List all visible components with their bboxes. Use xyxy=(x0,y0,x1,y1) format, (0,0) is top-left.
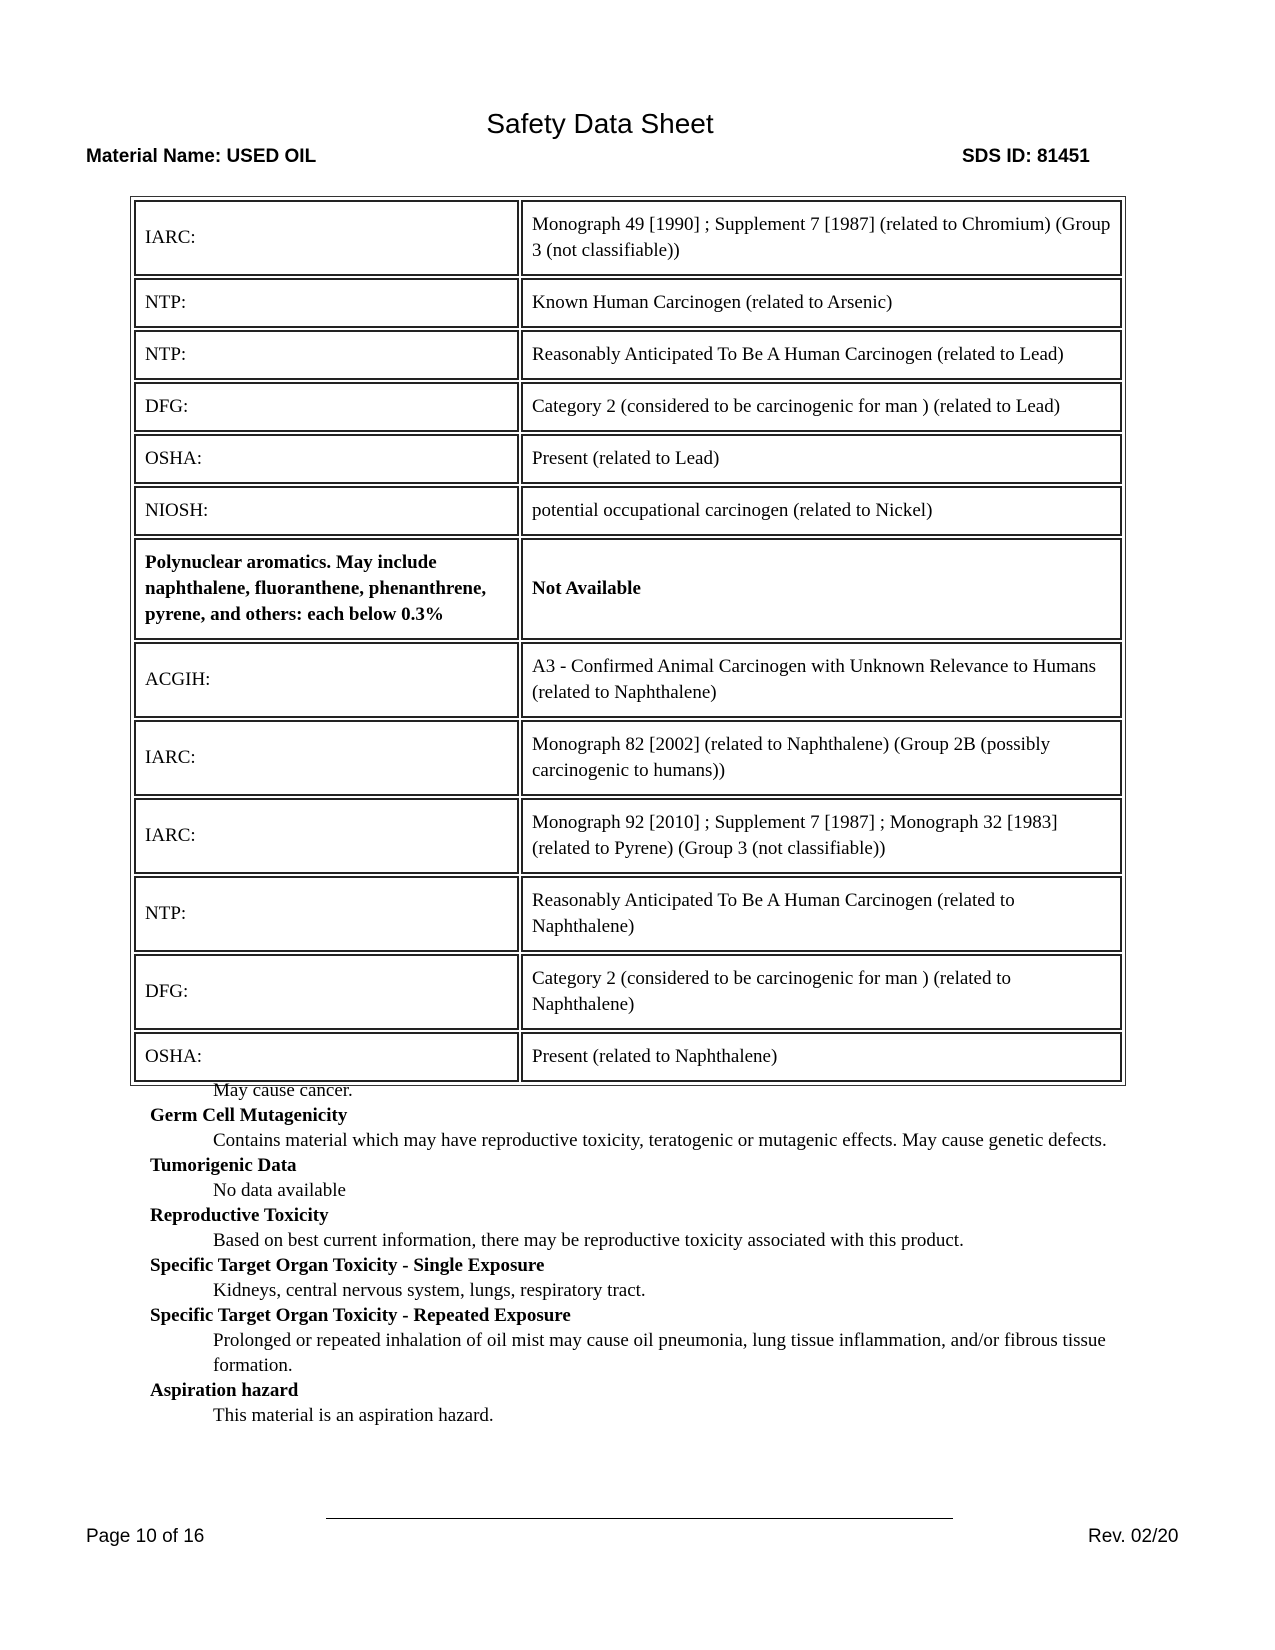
agency-cell: DFG: xyxy=(134,382,519,432)
table-row xyxy=(134,486,1122,536)
table-row xyxy=(134,954,1122,1030)
toxicity-list xyxy=(150,1103,1140,1428)
agency-cell: IARC: xyxy=(134,798,519,874)
footer-divider xyxy=(326,1518,953,1519)
section-heading: Aspiration hazard xyxy=(150,1380,299,1401)
table-row xyxy=(134,876,1122,952)
agency-cell: OSHA: xyxy=(134,1032,519,1082)
detail-cell: Category 2 (considered to be carcinogenic for man ) (related to Naphthalene) xyxy=(521,954,1122,1030)
section-body: Contains material which may have reproductive toxicity, teratogenic or mutagenic effects. May cause genetic defects. xyxy=(213,1130,1107,1151)
agency-cell: DFG: xyxy=(134,954,519,1030)
table-row xyxy=(134,538,1122,640)
agency-cell: Polynuclear aromatics. May include naphthalene, fluoranthene, phenanthrene, pyrene, and others: each below 0.3% xyxy=(134,538,519,640)
detail-cell: Known Human Carcinogen (related to Arsenic) xyxy=(521,278,1122,328)
table-row xyxy=(134,382,1122,432)
table-row xyxy=(134,1032,1122,1082)
detail-cell: Reasonably Anticipated To Be A Human Carcinogen (related to Naphthalene) xyxy=(521,876,1122,952)
carcinogenicity-summary: May cause cancer. xyxy=(213,1080,353,1101)
table-row xyxy=(134,720,1122,796)
section-body: Prolonged or repeated inhalation of oil mist may cause oil pneumonia, lung tissue inflammation, and/or fibrous tissue formation. xyxy=(213,1330,1106,1376)
table-row xyxy=(134,200,1122,276)
page-number: Page 10 of 16 xyxy=(86,1526,205,1547)
carcinogenicity-table xyxy=(130,196,1126,1086)
agency-cell: NTP: xyxy=(134,330,519,380)
agency-cell: ACGIH: xyxy=(134,642,519,718)
table-row xyxy=(134,434,1122,484)
agency-cell: IARC: xyxy=(134,720,519,796)
revision: Rev. 02/20 xyxy=(1088,1526,1179,1547)
material-name: Material Name: USED OIL xyxy=(86,146,317,167)
agency-cell: NTP: xyxy=(134,278,519,328)
section-body: Kidneys, central nervous system, lungs, respiratory tract. xyxy=(213,1280,646,1301)
table-row xyxy=(134,798,1122,874)
agency-cell: NIOSH: xyxy=(134,486,519,536)
table-row xyxy=(134,330,1122,380)
section-heading: Tumorigenic Data xyxy=(150,1155,297,1176)
section-heading: Reproductive Toxicity xyxy=(150,1205,329,1226)
detail-cell: Monograph 49 [1990] ; Supplement 7 [1987] (related to Chromium) (Group 3 (not classifiable)) xyxy=(521,200,1122,276)
agency-cell: IARC: xyxy=(134,200,519,276)
section-body: No data available xyxy=(213,1180,346,1201)
detail-cell: A3 - Confirmed Animal Carcinogen with Unknown Relevance to Humans (related to Naphthalene) xyxy=(521,642,1122,718)
sds-id: SDS ID: 81451 xyxy=(962,146,1090,167)
detail-cell: Present (related to Lead) xyxy=(521,434,1122,484)
detail-cell: Reasonably Anticipated To Be A Human Carcinogen (related to Lead) xyxy=(521,330,1122,380)
detail-cell: potential occupational carcinogen (related to Nickel) xyxy=(521,486,1122,536)
section-heading: Germ Cell Mutagenicity xyxy=(150,1105,348,1126)
section-body: Based on best current information, there may be reproductive toxicity associated with this product. xyxy=(213,1230,964,1251)
detail-cell: Category 2 (considered to be carcinogenic for man ) (related to Lead) xyxy=(521,382,1122,432)
section-heading: Specific Target Organ Toxicity - Repeated Exposure xyxy=(150,1305,571,1326)
agency-cell: NTP: xyxy=(134,876,519,952)
table-row xyxy=(134,642,1122,718)
section-heading: Specific Target Organ Toxicity - Single Exposure xyxy=(150,1255,545,1276)
detail-cell: Monograph 82 [2002] (related to Naphthalene) (Group 2B (possibly carcinogenic to humans)) xyxy=(521,720,1122,796)
section-body: This material is an aspiration hazard. xyxy=(213,1405,494,1426)
table-row xyxy=(134,278,1122,328)
agency-cell: OSHA: xyxy=(134,434,519,484)
detail-cell: Not Available xyxy=(521,538,1122,640)
page-title: Safety Data Sheet xyxy=(486,108,714,139)
toxicity-section xyxy=(150,1078,1140,1428)
detail-cell: Monograph 92 [2010] ; Supplement 7 [1987] ; Monograph 32 [1983] (related to Pyrene) (Group 3 (not classifiable)) xyxy=(521,798,1122,874)
detail-cell: Present (related to Naphthalene) xyxy=(521,1032,1122,1082)
